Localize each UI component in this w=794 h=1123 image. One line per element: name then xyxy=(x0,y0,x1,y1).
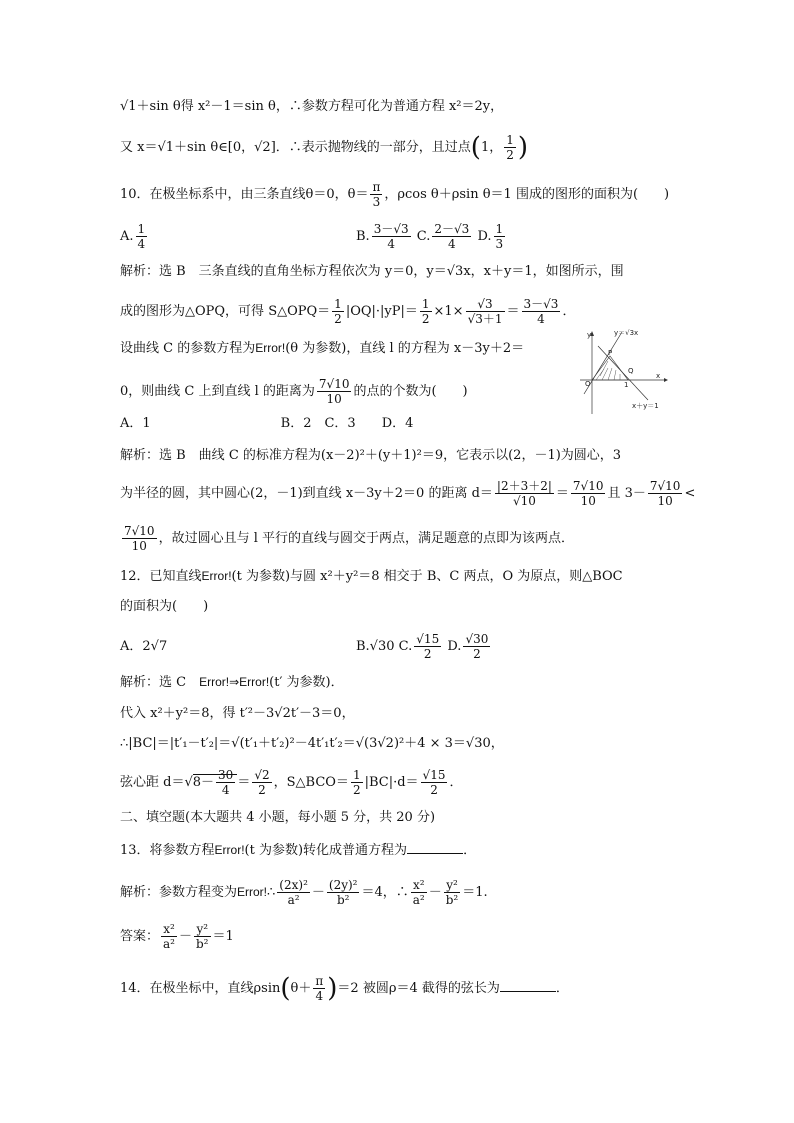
fraction xyxy=(466,297,505,326)
text: ＝ xyxy=(506,304,520,319)
text: 0，则曲线 C 上到直线 l 的距离为 xyxy=(120,384,315,399)
fraction xyxy=(313,974,325,1003)
text: 又 x＝√1＋sin θ∈[0，√2]．∴表示抛物线的一部分，且过点 xyxy=(120,140,471,155)
question-11 xyxy=(120,338,564,359)
denominator: √3＋1 xyxy=(467,312,503,326)
numerator: √2 xyxy=(254,768,270,782)
fraction xyxy=(252,768,271,797)
text: |OQ|·|yP|＝ xyxy=(345,304,418,319)
text: 的点的个数为( ) xyxy=(353,384,468,399)
error-text: Error! xyxy=(214,843,245,857)
denominator: b² xyxy=(445,893,459,907)
solution-12-line3 xyxy=(120,734,694,754)
text: |BC|·d＝ xyxy=(364,775,419,790)
option-c: C. xyxy=(416,229,431,244)
denominator: 2 xyxy=(473,647,481,661)
fraction xyxy=(317,377,352,406)
solution-12-line4: 弦心距 d＝√8－ $\frac{30}{4}$ ＝ $\frac{√2}{2}$ ，S△BCO＝ $\frac{1}{2}$ |BC|·d＝ $\frac{√15}{2}$ ． xyxy=(120,768,463,797)
text: ，ρcos θ＋ρsin θ＝1 围成的图形的面积为( ) xyxy=(384,187,670,202)
numerator: 7√10 xyxy=(649,479,681,493)
answer-13 xyxy=(120,922,694,951)
fraction xyxy=(432,222,471,251)
denominator: 10 xyxy=(657,494,673,508)
p-label: P xyxy=(608,349,613,357)
error-text: Error! xyxy=(237,885,268,899)
numerator: 1 xyxy=(352,768,361,782)
numerator: 1 xyxy=(137,222,146,236)
text: ＝ xyxy=(555,486,569,501)
numerator: √3 xyxy=(466,297,505,312)
error-text: Error!⇒Error! xyxy=(199,675,270,689)
text: － xyxy=(311,885,325,900)
denominator: 4 xyxy=(537,312,545,326)
denominator: 3 xyxy=(372,195,381,209)
denominator: 10 xyxy=(580,494,596,508)
text: ． xyxy=(562,304,576,319)
numerator: y² xyxy=(444,878,461,893)
denominator: a² xyxy=(287,893,300,907)
text-line xyxy=(120,133,694,162)
numerator: 1 xyxy=(334,297,342,311)
fraction xyxy=(194,922,211,951)
fraction xyxy=(332,297,344,326)
option-d: D. xyxy=(477,229,492,244)
text: 解析：选 C xyxy=(120,675,200,690)
numerator: (2y)² xyxy=(328,878,358,892)
numerator: √15 xyxy=(422,768,446,782)
denominator: 3 xyxy=(495,237,504,251)
paren: ( xyxy=(280,973,291,1004)
denominator: 2 xyxy=(352,783,361,797)
triangle-opq xyxy=(592,356,628,380)
fraction xyxy=(522,297,561,326)
text: ＝1 xyxy=(212,929,234,944)
fraction xyxy=(494,222,506,251)
numerator: 7√10 xyxy=(318,377,350,391)
option-c: C. xyxy=(398,639,413,654)
denominator: a² xyxy=(163,937,175,951)
denominator: 4 xyxy=(448,237,456,251)
numerator: 1 xyxy=(506,133,514,147)
denominator: b² xyxy=(336,893,350,907)
geometry-figure xyxy=(578,328,672,414)
question-14 xyxy=(120,974,694,1003)
solution-10 xyxy=(120,262,694,282)
numerator: 3－√3 xyxy=(523,297,559,311)
option-d: D. xyxy=(447,639,462,654)
text: 解析：选 B 曲线 C 的标准方程为(x－2)²＋(y＋1)²＝9，它表示以(2，－1)为圆心，3 xyxy=(120,448,622,463)
fraction xyxy=(504,133,516,162)
option-a: A．2√7 xyxy=(120,639,168,654)
text: 为半径的圆，其中圆心(2，－1)到直线 x－3y＋2＝0 的距离 d＝ xyxy=(120,486,493,501)
denominator: 4 xyxy=(315,989,324,1003)
options: A．1 B．2 C．3 D．4 xyxy=(120,416,414,431)
numerator: 1 xyxy=(495,222,504,236)
text: ∴|BC|＝|t′₁－t′₂|＝√(t′₁＋t′₂)²－4t′₁t′₂＝√(3√2)²＋4 × 3＝√30， xyxy=(120,736,504,751)
o-label: O xyxy=(585,380,591,388)
answer-blank xyxy=(407,841,463,854)
numerator: 7√10 xyxy=(572,479,604,493)
text: 8－ xyxy=(192,775,215,790)
text: 代入 x²＋y²＝8，得 t′²－3√2t′－3＝0， xyxy=(120,706,355,721)
text: 且 3－ xyxy=(607,486,646,501)
numerator: (2x)² xyxy=(279,878,308,892)
text-line xyxy=(120,97,694,117)
option-b: B. xyxy=(356,229,370,244)
solution-11-line2 xyxy=(120,479,694,508)
denominator: a² xyxy=(412,893,425,907)
text: ． xyxy=(449,775,463,790)
question-10 xyxy=(120,180,694,209)
fraction xyxy=(421,768,448,797)
x-label: x xyxy=(656,372,661,380)
solution-12 xyxy=(120,672,694,693)
y-label: y xyxy=(587,331,592,339)
text: (t′ 为参数)． xyxy=(269,675,344,690)
fraction xyxy=(571,479,606,508)
text: 弦心距 d＝ xyxy=(120,775,185,790)
text: ∴ xyxy=(267,885,276,900)
numerator: 30 xyxy=(218,768,234,782)
denominator: 2 xyxy=(423,647,432,661)
text: ，故过圆心且与 l 平行的直线与圆交于两点，满足题意的点即为该两点． xyxy=(158,531,574,546)
denominator: √10 xyxy=(512,494,536,508)
text: 13．将参数方程 xyxy=(120,843,215,858)
text: ＝4，∴ xyxy=(361,885,409,900)
fraction xyxy=(370,180,382,209)
numerator: y² xyxy=(194,922,211,937)
fraction xyxy=(136,222,148,251)
fraction xyxy=(463,632,490,661)
paren: ( xyxy=(470,132,481,163)
line-label: y＝√3x xyxy=(614,329,639,337)
denominator: b² xyxy=(196,937,209,951)
denominator: 2 xyxy=(421,312,430,326)
question-12 xyxy=(120,566,694,587)
denominator: 4 xyxy=(387,237,395,251)
text: 设曲线 C 的参数方程为 xyxy=(120,341,256,356)
option-a: A. xyxy=(120,229,134,244)
fraction xyxy=(277,878,310,907)
text: 解析：参数方程变为 xyxy=(120,885,238,900)
text: ＝1. xyxy=(462,885,488,900)
text: (t 为参数)转化成普通方程为 xyxy=(244,843,408,858)
solution-12-line2 xyxy=(120,704,694,724)
text: － xyxy=(428,885,442,900)
text: (θ 为参数)，直线 l 的方程为 x－3y＋2＝ xyxy=(285,341,525,356)
text: ． xyxy=(463,843,477,858)
option-b: B.√30 xyxy=(356,639,395,654)
denominator: 2 xyxy=(430,783,438,797)
numerator: 1 xyxy=(421,297,430,311)
text: 二、填空题(本大题共 4 小题，每小题 5 分，共 20 分) xyxy=(120,810,436,825)
text: 14．在极坐标中，直线ρsin xyxy=(120,981,281,996)
text: － xyxy=(178,929,192,944)
denominator: 2 xyxy=(334,312,342,326)
text: ＝2 被圆ρ＝4 截得的弦长为 xyxy=(337,981,500,996)
question-11-line2 xyxy=(120,377,564,406)
solution-10-line2 xyxy=(120,297,694,326)
denominator: 2 xyxy=(506,148,514,162)
text: 的面积为( ) xyxy=(120,599,209,614)
numerator: x² xyxy=(411,878,427,893)
fraction xyxy=(414,632,441,661)
one-label: 1 xyxy=(624,381,629,389)
text: ＝ xyxy=(237,775,251,790)
text: < xyxy=(684,486,696,501)
fraction xyxy=(444,878,461,907)
text: 成的图形为△OPQ，可得 S△OPQ＝ xyxy=(120,304,331,319)
text: (t 为参数)与圆 x²＋y²＝8 相交于 B、C 两点，O 为原点，则△BOC xyxy=(231,569,623,584)
error-text: Error! xyxy=(255,341,286,355)
fraction xyxy=(161,922,177,951)
text: √1＋sin θ得 x²－1＝sin θ，∴参数方程可化为普通方程 x²＝2y， xyxy=(120,99,504,114)
numerator: 2－√3 xyxy=(434,222,470,236)
question-12-options xyxy=(120,632,694,661)
text: ． xyxy=(555,981,569,996)
text: ，S△BCO＝ xyxy=(273,775,349,790)
numerator: |2＋3＋2| xyxy=(496,479,552,493)
text: θ＋ xyxy=(290,981,312,996)
fraction xyxy=(216,768,235,797)
text: 10．在极坐标系中，由三条直线θ＝0，θ＝ xyxy=(120,187,369,202)
numerator: 3－√3 xyxy=(373,222,409,236)
fraction xyxy=(372,222,411,251)
text: 12．已知直线 xyxy=(120,569,202,584)
fraction xyxy=(351,768,363,797)
paren: ) xyxy=(327,973,338,1004)
question-11-options xyxy=(120,414,694,434)
text: ×1× xyxy=(433,304,464,319)
question-10-options xyxy=(120,222,694,251)
numerator: √30 xyxy=(465,632,489,646)
question-13 xyxy=(120,840,694,861)
denominator: 10 xyxy=(326,392,342,406)
denominator: 4 xyxy=(137,237,146,251)
line2-label: x＋y＝1 xyxy=(632,402,659,410)
answer-blank xyxy=(500,979,556,992)
denominator: 10 xyxy=(131,539,147,553)
denominator: 4 xyxy=(221,783,230,797)
numerator: π xyxy=(372,180,381,194)
error-text: Error! xyxy=(201,569,232,583)
text: 答案： xyxy=(120,929,160,944)
fraction xyxy=(495,479,554,508)
paren: ) xyxy=(517,132,529,163)
solution-13 xyxy=(120,878,694,907)
fraction xyxy=(420,297,432,326)
solution-11 xyxy=(120,446,694,466)
denominator: 2 xyxy=(258,783,266,797)
text: 1， xyxy=(480,140,503,155)
numerator: √15 xyxy=(416,632,440,646)
fraction xyxy=(327,878,360,907)
numerator: 7√10 xyxy=(124,524,155,538)
fraction xyxy=(648,479,683,508)
numerator: x² xyxy=(161,922,177,937)
x-arrow-icon xyxy=(664,378,668,382)
fraction xyxy=(122,524,157,553)
numerator: π xyxy=(315,974,324,988)
text: 解析：选 B 三条直线的直角坐标方程依次为 y＝0，y＝√3x，x＋y＝1，如图所示，围 xyxy=(120,264,624,279)
solution-11-line3 xyxy=(120,524,694,553)
q-label: Q xyxy=(628,367,634,375)
question-12-line2 xyxy=(120,597,694,617)
fraction xyxy=(411,878,427,907)
hatch-lines xyxy=(596,361,620,380)
section-heading xyxy=(120,808,694,828)
